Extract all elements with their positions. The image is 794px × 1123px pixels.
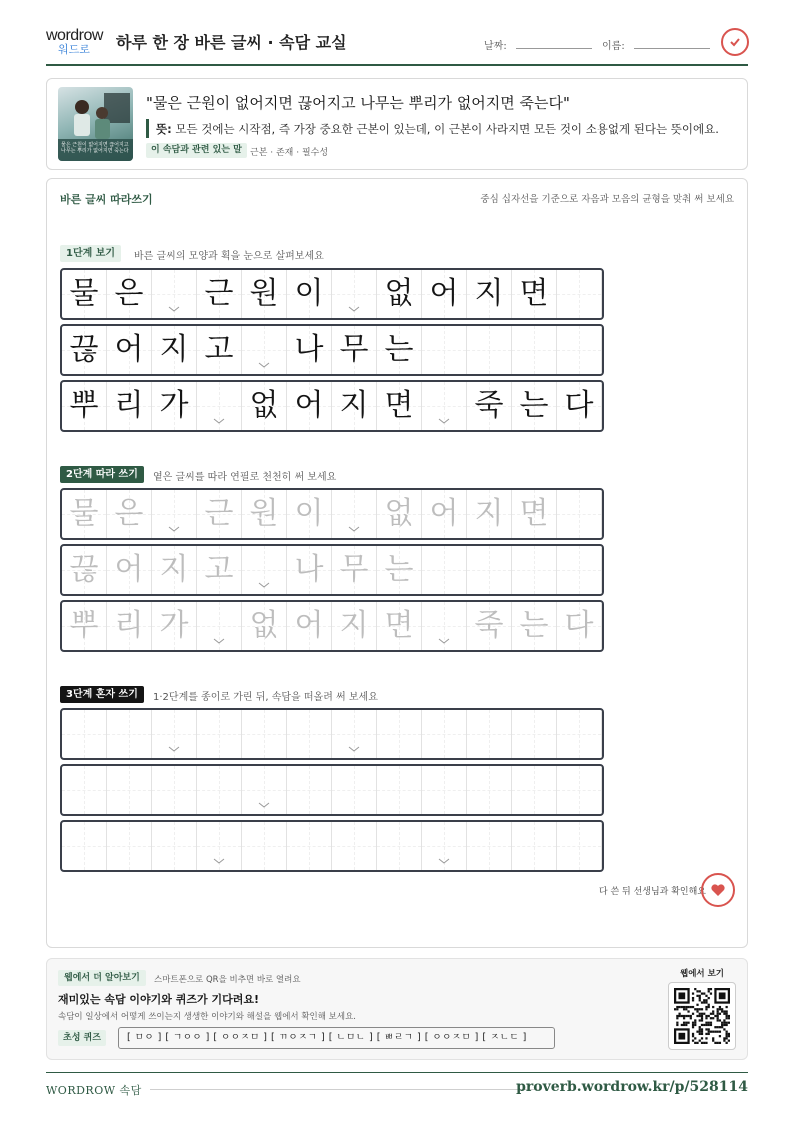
proverb-illustration xyxy=(58,87,133,161)
writing-cell[interactable] xyxy=(62,270,107,318)
writing-cell[interactable] xyxy=(62,602,107,650)
footer-url[interactable]: proverb.wordrow.kr/p/528114 xyxy=(516,1079,748,1095)
writing-row[interactable] xyxy=(60,544,604,596)
writing-cell[interactable] xyxy=(287,602,332,650)
space-mark-icon xyxy=(348,526,360,532)
space-mark-icon xyxy=(258,802,270,808)
guide-character: 는 xyxy=(519,388,549,423)
writing-cell[interactable] xyxy=(107,822,152,870)
writing-cell[interactable] xyxy=(467,602,512,650)
guide-character: 면 xyxy=(384,388,414,423)
guide-character: 는 xyxy=(384,332,414,367)
check-note: 다 쓴 뒤 선생님과 확인해요 xyxy=(598,887,706,897)
guide-character: 이 xyxy=(294,276,324,311)
writing-row[interactable] xyxy=(60,380,604,432)
writing-cell[interactable] xyxy=(242,326,287,374)
guide-character: 면 xyxy=(519,276,549,311)
writing-cell[interactable] xyxy=(422,546,467,594)
guide-character: 끊 xyxy=(69,552,99,587)
guide-character: 어 xyxy=(294,388,324,423)
writing-cell[interactable] xyxy=(377,382,422,430)
guide-character: 뿌 xyxy=(69,388,99,423)
meaning-label: 뜻: xyxy=(156,122,172,136)
page-title: 하루 한 장 바른 글씨 · 속담 교실 xyxy=(116,33,347,52)
guide-character: 은 xyxy=(114,496,144,531)
writing-cell[interactable] xyxy=(197,270,242,318)
guide-character: 지 xyxy=(339,388,369,423)
web-tag: 웹에서 더 알아보기 xyxy=(58,970,146,986)
writing-cell[interactable] xyxy=(107,710,152,758)
writing-cell[interactable] xyxy=(332,382,377,430)
writing-cell[interactable] xyxy=(287,382,332,430)
related-label: 이 속담과 관련 있는 말 xyxy=(146,143,247,158)
guide-character: 고 xyxy=(204,552,234,587)
writing-cell[interactable] xyxy=(197,382,242,430)
name-field[interactable] xyxy=(602,34,710,53)
guide-character: 가 xyxy=(159,388,189,423)
space-mark-icon xyxy=(438,858,450,864)
writing-cell[interactable] xyxy=(152,490,197,538)
logo-word: wordrow xyxy=(46,27,103,44)
guide-character: 리 xyxy=(114,608,144,643)
writing-cell[interactable] xyxy=(557,710,602,758)
writing-cell[interactable] xyxy=(422,602,467,650)
writing-cell[interactable] xyxy=(512,822,557,870)
writing-cell[interactable] xyxy=(422,326,467,374)
date-label: 날짜: xyxy=(484,41,507,52)
guide-character: 끊 xyxy=(69,332,99,367)
writing-cell[interactable] xyxy=(467,766,512,814)
meaning-text: 모든 것에는 시작점, 즉 가장 중요한 근본이 있는데, 이 근본이 사라지면 모든 것이 소용없게 된다는 뜻이에요. xyxy=(175,122,719,136)
writing-cell[interactable] xyxy=(242,382,287,430)
writing-cell[interactable] xyxy=(422,270,467,318)
guide-character: 없 xyxy=(384,496,414,531)
writing-cell[interactable] xyxy=(62,546,107,594)
writing-cell[interactable] xyxy=(242,710,287,758)
writing-cell[interactable] xyxy=(377,602,422,650)
practice-description: 중심 십자선을 기준으로 자음과 모음의 균형을 맞춰 써 보세요 xyxy=(480,194,734,205)
writing-cell[interactable] xyxy=(512,546,557,594)
wordrow-logo xyxy=(46,28,108,56)
guide-character: 근 xyxy=(204,276,234,311)
guide-character: 는 xyxy=(384,552,414,587)
writing-cell[interactable] xyxy=(557,822,602,870)
qr-code-icon xyxy=(674,988,730,1044)
qr-label: 웹에서 보기 xyxy=(680,969,725,979)
step3-tag: 3단계 혼자 쓰기 xyxy=(60,686,144,703)
writing-cell[interactable] xyxy=(512,766,557,814)
guide-character: 지 xyxy=(159,552,189,587)
writing-cell[interactable] xyxy=(467,710,512,758)
writing-cell[interactable] xyxy=(107,546,152,594)
writing-cell[interactable] xyxy=(107,490,152,538)
guide-character: 없 xyxy=(249,388,279,423)
writing-cell[interactable] xyxy=(62,710,107,758)
writing-cell[interactable] xyxy=(62,490,107,538)
writing-cell[interactable] xyxy=(422,382,467,430)
writing-cell[interactable] xyxy=(152,710,197,758)
guide-character: 지 xyxy=(159,332,189,367)
writing-cell[interactable] xyxy=(287,270,332,318)
writing-cell[interactable] xyxy=(467,382,512,430)
writing-cell[interactable] xyxy=(422,490,467,538)
writing-cell[interactable] xyxy=(467,822,512,870)
writing-cell[interactable] xyxy=(557,766,602,814)
guide-character: 는 xyxy=(519,608,549,643)
footer-divider xyxy=(46,1072,748,1073)
writing-cell[interactable] xyxy=(332,766,377,814)
guide-character: 근 xyxy=(204,496,234,531)
guide-character: 리 xyxy=(114,388,144,423)
writing-cell[interactable] xyxy=(332,602,377,650)
writing-cell[interactable] xyxy=(332,546,377,594)
guide-character: 어 xyxy=(429,276,459,311)
writing-cell[interactable] xyxy=(377,270,422,318)
step1-desc: 바른 글씨의 모양과 획을 눈으로 살펴보세요 xyxy=(134,251,324,262)
writing-cell[interactable] xyxy=(152,546,197,594)
writing-cell[interactable] xyxy=(377,766,422,814)
writing-cell[interactable] xyxy=(197,490,242,538)
writing-cell[interactable] xyxy=(332,490,377,538)
writing-cell[interactable] xyxy=(242,602,287,650)
space-mark-icon xyxy=(168,526,180,532)
writing-cell[interactable] xyxy=(332,822,377,870)
footer-brand: WORDROW 속담 xyxy=(46,1084,142,1097)
guide-character: 어 xyxy=(114,552,144,587)
writing-cell[interactable] xyxy=(197,766,242,814)
writing-cell[interactable] xyxy=(242,822,287,870)
writing-cell[interactable] xyxy=(152,602,197,650)
web-title: 재미있는 속담 이야기와 퀴즈가 기다려요! xyxy=(58,993,259,1006)
writing-cell[interactable] xyxy=(332,710,377,758)
guide-character: 원 xyxy=(249,496,279,531)
guide-character: 고 xyxy=(204,332,234,367)
writing-cell[interactable] xyxy=(557,326,602,374)
writing-cell[interactable] xyxy=(242,270,287,318)
guide-character: 이 xyxy=(294,496,324,531)
writing-cell[interactable] xyxy=(107,270,152,318)
writing-row[interactable] xyxy=(60,764,604,816)
writing-cell[interactable] xyxy=(557,382,602,430)
space-mark-icon xyxy=(168,306,180,312)
guide-character: 없 xyxy=(384,276,414,311)
writing-cell[interactable] xyxy=(557,270,602,318)
writing-cell[interactable] xyxy=(62,326,107,374)
writing-cell[interactable] xyxy=(107,766,152,814)
guide-character: 어 xyxy=(294,608,324,643)
writing-cell[interactable] xyxy=(197,710,242,758)
writing-cell[interactable] xyxy=(287,326,332,374)
writing-cell[interactable] xyxy=(422,822,467,870)
space-mark-icon xyxy=(258,582,270,588)
heart-icon xyxy=(710,883,726,897)
writing-cell[interactable] xyxy=(557,546,602,594)
writing-cell[interactable] xyxy=(512,382,557,430)
chosung-quiz: [ ㅁㅇ ] [ ㄱㅇㅇ ] [ ㅇㅇㅈㅁ ] [ ㄲㅇㅈㄱ ] [ ㄴㅁㄴ ] [ ㅃㄹㄱ ] [ ㅇㅇㅈㅁ ] [ ㅈㄴㄷ ] xyxy=(118,1027,555,1049)
guide-character: 없 xyxy=(249,608,279,643)
writing-row[interactable] xyxy=(60,268,604,320)
check-icon xyxy=(728,35,742,49)
writing-cell[interactable] xyxy=(557,602,602,650)
writing-cell[interactable] xyxy=(62,382,107,430)
space-mark-icon xyxy=(348,306,360,312)
writing-cell[interactable] xyxy=(467,490,512,538)
guide-character: 지 xyxy=(474,496,504,531)
guide-character: 다 xyxy=(564,608,594,643)
writing-cell[interactable] xyxy=(512,602,557,650)
guide-character: 물 xyxy=(69,496,99,531)
writing-cell[interactable] xyxy=(557,490,602,538)
header-divider xyxy=(46,64,748,66)
space-mark-icon xyxy=(438,418,450,424)
practice-title: 바른 글씨 따라쓰기 xyxy=(60,193,153,206)
guide-character: 죽 xyxy=(474,608,504,643)
space-mark-icon xyxy=(168,746,180,752)
step3-desc: 1·2단계를 종이로 가린 뒤, 속담을 떠올려 써 보세요 xyxy=(153,692,378,703)
stamp-icon xyxy=(721,28,749,56)
writing-cell[interactable] xyxy=(332,270,377,318)
writing-cell[interactable] xyxy=(152,270,197,318)
writing-cell[interactable] xyxy=(422,766,467,814)
teacher-stamp-icon xyxy=(701,873,735,907)
meaning-accent-bar xyxy=(146,119,149,138)
quiz-label: 초성 퀴즈 xyxy=(58,1030,106,1046)
writing-cell[interactable] xyxy=(197,546,242,594)
writing-cell[interactable] xyxy=(107,326,152,374)
writing-cell[interactable] xyxy=(197,326,242,374)
space-mark-icon xyxy=(258,362,270,368)
date-field[interactable] xyxy=(484,34,592,53)
writing-cell[interactable] xyxy=(152,382,197,430)
proverb-meaning xyxy=(156,121,719,137)
writing-row[interactable] xyxy=(60,488,604,540)
guide-character: 다 xyxy=(564,388,594,423)
writing-cell[interactable] xyxy=(242,546,287,594)
guide-character: 물 xyxy=(69,276,99,311)
writing-cell[interactable] xyxy=(422,710,467,758)
writing-cell[interactable] xyxy=(467,270,512,318)
writing-cell[interactable] xyxy=(62,766,107,814)
proverb-text: "물은 근원이 없어지면 끊어지고 나무는 뿌리가 없어지면 죽는다" xyxy=(146,94,570,112)
writing-cell[interactable] xyxy=(332,326,377,374)
related-words: 근본 · 존재 · 필수성 xyxy=(250,148,329,158)
writing-cell[interactable] xyxy=(377,710,422,758)
writing-cell[interactable] xyxy=(287,546,332,594)
qr-code[interactable] xyxy=(668,982,736,1050)
space-mark-icon xyxy=(348,746,360,752)
space-mark-icon xyxy=(213,858,225,864)
writing-row[interactable] xyxy=(60,820,604,872)
guide-character: 어 xyxy=(114,332,144,367)
footer-line xyxy=(150,1089,540,1090)
name-label: 이름: xyxy=(602,41,625,52)
guide-character: 어 xyxy=(429,496,459,531)
thumb-caption: 물은 근원이 없어지면 끊어지고 나무는 뿌리가 없어지면 죽는다 xyxy=(61,142,129,154)
guide-character: 무 xyxy=(339,332,369,367)
writing-cell[interactable] xyxy=(287,710,332,758)
writing-cell[interactable] xyxy=(287,490,332,538)
writing-cell[interactable] xyxy=(287,822,332,870)
space-mark-icon xyxy=(213,638,225,644)
guide-character: 뿌 xyxy=(69,608,99,643)
space-mark-icon xyxy=(213,418,225,424)
logo-sub: 워드로 xyxy=(58,43,90,56)
writing-cell[interactable] xyxy=(242,766,287,814)
writing-cell[interactable] xyxy=(512,270,557,318)
writing-cell[interactable] xyxy=(197,602,242,650)
date-line[interactable] xyxy=(516,38,592,49)
writing-cell[interactable] xyxy=(512,710,557,758)
web-description: 속담이 일상에서 어떻게 쓰이는지 생생한 이야기와 해설을 웹에서 확인해 보세요. xyxy=(58,1012,356,1022)
writing-cell[interactable] xyxy=(152,326,197,374)
writing-cell[interactable] xyxy=(62,822,107,870)
guide-character: 나 xyxy=(294,552,324,587)
guide-character: 무 xyxy=(339,552,369,587)
web-subtitle: 스마트폰으로 QR을 비추면 바로 열려요 xyxy=(154,975,301,985)
writing-cell[interactable] xyxy=(377,490,422,538)
writing-row[interactable] xyxy=(60,600,604,652)
guide-character: 원 xyxy=(249,276,279,311)
writing-cell[interactable] xyxy=(287,766,332,814)
step1-tag: 1단계 보기 xyxy=(60,245,121,262)
writing-cell[interactable] xyxy=(242,490,287,538)
writing-cell[interactable] xyxy=(377,326,422,374)
step2-desc: 옅은 글씨를 따라 연필로 천천히 써 보세요 xyxy=(153,472,337,483)
writing-cell[interactable] xyxy=(107,602,152,650)
name-line[interactable] xyxy=(634,38,710,49)
guide-character: 은 xyxy=(114,276,144,311)
writing-cell[interactable] xyxy=(107,382,152,430)
writing-cell[interactable] xyxy=(512,490,557,538)
guide-character: 가 xyxy=(159,608,189,643)
guide-character: 나 xyxy=(294,332,324,367)
writing-cell[interactable] xyxy=(467,326,512,374)
space-mark-icon xyxy=(438,638,450,644)
guide-character: 면 xyxy=(384,608,414,643)
guide-character: 면 xyxy=(519,496,549,531)
guide-character: 죽 xyxy=(474,388,504,423)
writing-cell[interactable] xyxy=(152,822,197,870)
writing-cell[interactable] xyxy=(197,822,242,870)
writing-cell[interactable] xyxy=(467,546,512,594)
writing-cell[interactable] xyxy=(377,546,422,594)
writing-row[interactable] xyxy=(60,708,604,760)
step2-tag: 2단계 따라 쓰기 xyxy=(60,466,144,483)
guide-character: 지 xyxy=(339,608,369,643)
writing-cell[interactable] xyxy=(377,822,422,870)
writing-row[interactable] xyxy=(60,324,604,376)
writing-cell[interactable] xyxy=(512,326,557,374)
writing-cell[interactable] xyxy=(152,766,197,814)
guide-character: 지 xyxy=(474,276,504,311)
